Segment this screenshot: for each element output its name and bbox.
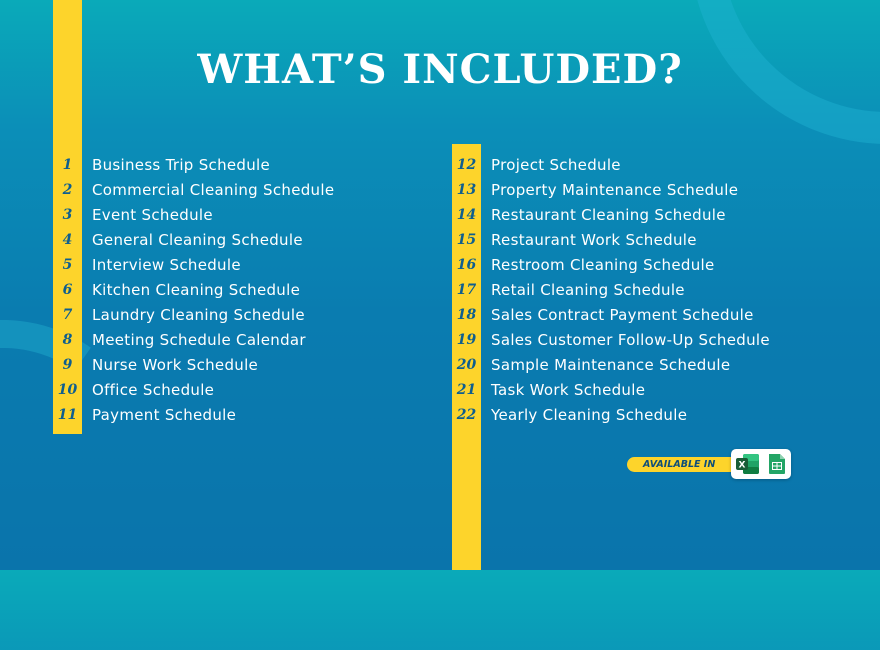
item-number: 9 xyxy=(62,356,73,373)
item-label: Restaurant Cleaning Schedule xyxy=(491,205,726,224)
item-label: Project Schedule xyxy=(491,155,621,174)
item-number: 12 xyxy=(456,156,477,173)
item-number: 15 xyxy=(456,231,477,248)
list-item xyxy=(452,402,770,427)
item-number: 4 xyxy=(62,231,73,248)
item-number: 13 xyxy=(456,181,477,198)
list-item xyxy=(452,202,770,227)
item-label: Restaurant Work Schedule xyxy=(491,230,697,249)
item-label: Sample Maintenance Schedule xyxy=(491,355,731,374)
list-item xyxy=(452,152,770,177)
available-in-label: AVAILABLE IN xyxy=(627,457,742,472)
list-item xyxy=(53,277,334,302)
item-number: 3 xyxy=(62,206,73,223)
item-number: 8 xyxy=(62,331,73,348)
list-item xyxy=(53,352,334,377)
item-label: Laundry Cleaning Schedule xyxy=(92,305,305,324)
list-item xyxy=(452,352,770,377)
list-item xyxy=(452,252,770,277)
item-label: Nurse Work Schedule xyxy=(92,355,259,374)
item-number: 20 xyxy=(456,356,477,373)
list-item xyxy=(452,377,770,402)
list-item xyxy=(452,277,770,302)
item-label: Event Schedule xyxy=(92,205,213,224)
item-label: Commercial Cleaning Schedule xyxy=(92,180,335,199)
item-number: 18 xyxy=(456,306,477,323)
list-item xyxy=(53,402,334,427)
item-number: 16 xyxy=(456,256,477,273)
list-item xyxy=(452,327,770,352)
item-number: 1 xyxy=(62,156,73,173)
item-label: Yearly Cleaning Schedule xyxy=(491,405,688,424)
item-number: 10 xyxy=(57,381,78,398)
excel-icon xyxy=(735,453,761,475)
list-item xyxy=(452,227,770,252)
item-label: Payment Schedule xyxy=(92,405,237,424)
list-item xyxy=(53,227,334,252)
app-icons-box xyxy=(731,449,791,479)
item-number: 17 xyxy=(456,281,477,298)
list-item xyxy=(452,302,770,327)
item-label: Retail Cleaning Schedule xyxy=(491,280,685,299)
item-label: Meeting Schedule Calendar xyxy=(92,330,306,349)
item-label: Property Maintenance Schedule xyxy=(491,180,739,199)
list-item xyxy=(452,177,770,202)
item-label: Kitchen Cleaning Schedule xyxy=(92,280,301,299)
item-number: 5 xyxy=(62,256,73,273)
item-label: Restroom Cleaning Schedule xyxy=(491,255,715,274)
google-sheets-icon xyxy=(767,453,787,475)
list-item xyxy=(53,327,334,352)
list-item xyxy=(53,177,334,202)
item-label: Task Work Schedule xyxy=(491,380,646,399)
item-label: Sales Contract Payment Schedule xyxy=(491,305,754,324)
item-number: 21 xyxy=(456,381,477,398)
right-item-list xyxy=(452,152,770,427)
item-number: 6 xyxy=(62,281,73,298)
svg-text:X: X xyxy=(738,460,746,471)
list-item xyxy=(53,202,334,227)
item-label: Office Schedule xyxy=(92,380,215,399)
item-label: Interview Schedule xyxy=(92,255,241,274)
item-label: Sales Customer Follow-Up Schedule xyxy=(491,330,770,349)
item-label: Business Trip Schedule xyxy=(92,155,271,174)
item-number: 2 xyxy=(62,181,73,198)
list-item xyxy=(53,302,334,327)
item-number: 7 xyxy=(62,306,73,323)
item-number: 22 xyxy=(456,406,477,423)
list-item xyxy=(53,152,334,177)
page-title: WHAT’S INCLUDED? xyxy=(197,46,683,93)
item-number: 14 xyxy=(456,206,477,223)
list-item xyxy=(53,252,334,277)
left-item-list xyxy=(53,152,334,427)
item-number: 11 xyxy=(57,406,78,423)
item-number: 19 xyxy=(456,331,477,348)
list-item xyxy=(53,377,334,402)
item-label: General Cleaning Schedule xyxy=(92,230,303,249)
